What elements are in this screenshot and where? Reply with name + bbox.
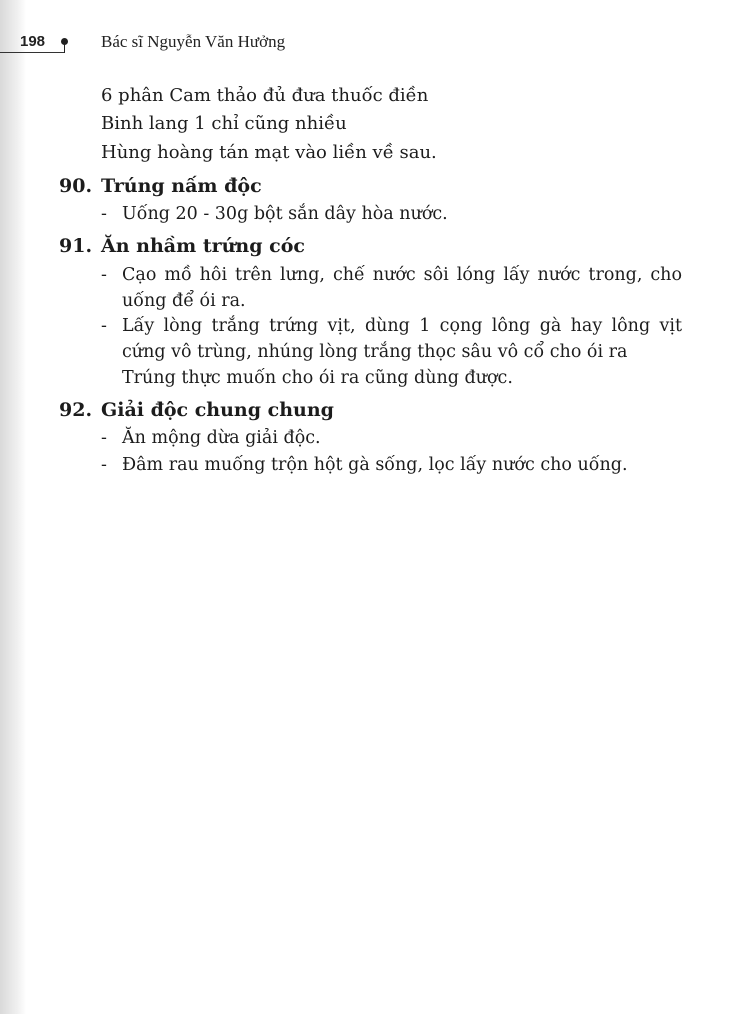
dash-bullet: -: [101, 204, 107, 224]
page-number: 198: [20, 33, 46, 50]
section-number: 92.: [59, 399, 93, 421]
dash-bullet: -: [101, 455, 107, 475]
verse-line: Hùng hoàng tán mạt vào liền về sau.: [101, 142, 437, 163]
item-line: Cạo mồ hôi trên lưng, chế nước sôi lóng lấy nước trong, cho: [122, 265, 682, 285]
section-heading-92: [59, 397, 334, 423]
verse-line: 6 phân Cam thảo đủ đưa thuốc điền: [101, 85, 429, 106]
section-title: Ăn nhầm trứng cóc: [101, 235, 305, 257]
item-line: Đâm rau muống trộn hột gà sống, lọc lấy nước cho uống.: [122, 455, 628, 475]
item-line: Trúng thực muốn cho ói ra cũng dùng được.: [122, 368, 513, 388]
section-title: Trúng nấm độc: [101, 175, 262, 197]
dash-bullet: -: [101, 265, 107, 285]
item-line: Ăn mộng dừa giải độc.: [122, 428, 321, 448]
section-number: 91.: [59, 235, 93, 257]
section-heading-90: [59, 173, 262, 199]
section-heading-91: [59, 233, 305, 259]
item-line: uống để ói ra.: [122, 291, 246, 311]
item-line: Lấy lòng trắng trứng vịt, dùng 1 cọng lông gà hay lông vịt: [122, 316, 682, 336]
verse-line: Binh lang 1 chỉ cũng nhiều: [101, 113, 347, 134]
item-line: Uống 20 - 30g bột sắn dây hòa nước.: [122, 204, 448, 224]
header-bullet-icon: [61, 38, 68, 45]
book-spine-shadow: [0, 0, 26, 1014]
dash-bullet: -: [101, 428, 107, 448]
running-title: Bác sĩ Nguyễn Văn Hưởng: [101, 32, 286, 51]
page-header: [0, 30, 750, 56]
section-number: 90.: [59, 175, 93, 197]
header-rule: [0, 52, 64, 53]
dash-bullet: -: [101, 316, 107, 336]
section-title: Giải độc chung chung: [101, 399, 334, 421]
item-line: cứng vô trùng, nhúng lòng trắng thọc sâu vô cổ cho ói ra: [122, 342, 628, 362]
